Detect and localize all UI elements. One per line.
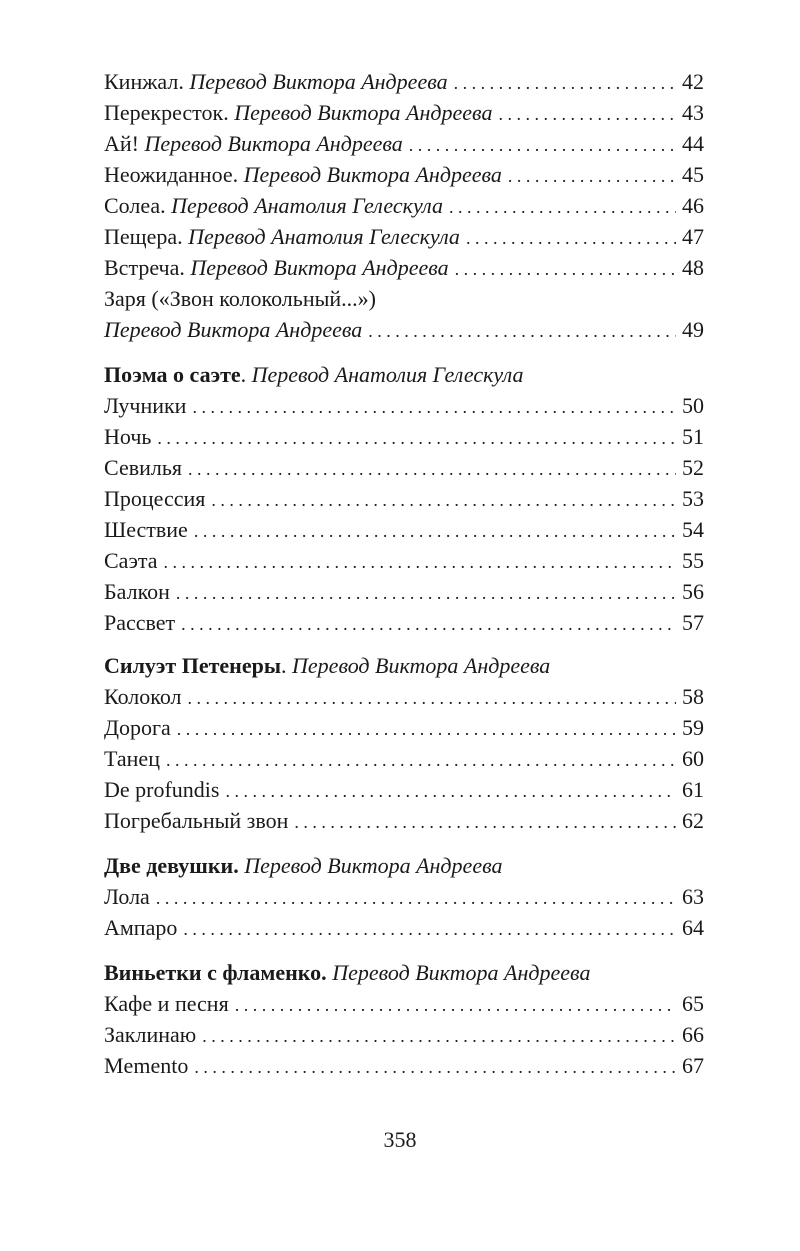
leader-dots: [294, 807, 676, 838]
entry-title: Балкон: [104, 579, 170, 604]
entry-title: Саэта: [104, 548, 158, 573]
toc-entry: [104, 1050, 704, 1081]
entry-title: De profundis: [104, 777, 220, 802]
toc-entry: [104, 881, 704, 912]
entry-title: Memento: [104, 1053, 189, 1078]
leader-dots: [188, 683, 676, 714]
entry-page-number: 46: [682, 193, 704, 218]
entry-title: Колокол: [104, 684, 182, 709]
entry-page-number: 49: [682, 317, 704, 342]
toc-entry: [104, 545, 704, 576]
section-heading: [104, 359, 704, 390]
leader-dots: [225, 776, 676, 807]
leader-dots: [194, 516, 676, 547]
section-title: Силуэт Петенеры: [104, 653, 282, 678]
toc-entry: [104, 743, 704, 774]
entry-title: Кафе и песня: [104, 991, 229, 1016]
toc-entry: [104, 607, 704, 638]
entry-title: Неожиданное.: [104, 162, 239, 187]
leader-dots: [176, 578, 676, 609]
section-translator: Перевод Виктора Андреева: [292, 653, 551, 678]
leader-dots: [156, 883, 676, 914]
toc-entry: [104, 314, 704, 345]
leader-dots: [368, 316, 676, 347]
toc-entry: [104, 805, 704, 836]
entry-title: Перекресток.: [104, 100, 229, 125]
entry-page-number: 65: [682, 991, 704, 1016]
toc-entry: [104, 681, 704, 712]
toc-entry: [104, 514, 704, 545]
entry-title: Дорога: [104, 715, 171, 740]
section-heading: [104, 957, 704, 988]
leader-dots: [181, 609, 676, 640]
entry-translator: Перевод Виктора Андреева: [234, 100, 493, 125]
entry-translator: Перевод Виктора Андреева: [190, 255, 449, 280]
toc-entry: [104, 159, 704, 190]
leader-dots: [194, 1052, 676, 1083]
leader-dots: [188, 454, 676, 485]
toc-entry: [104, 66, 704, 97]
toc-entry: [104, 97, 704, 128]
entry-translator: Перевод Виктора Андреева: [104, 317, 363, 342]
leader-dots: [454, 68, 676, 99]
toc-entry: [104, 252, 704, 283]
leader-dots: [166, 745, 676, 776]
toc-entry: [104, 576, 704, 607]
entry-title: Солеа.: [104, 193, 166, 218]
leader-dots: [498, 99, 676, 130]
entry-page-number: 51: [682, 424, 704, 449]
entry-page-number: 54: [682, 517, 704, 542]
toc-entry: [104, 190, 704, 221]
toc-entry: [104, 221, 704, 252]
entry-translator: Перевод Виктора Андреева: [189, 69, 448, 94]
entry-title: Севилья: [104, 455, 182, 480]
entry-translator: Перевод Виктора Андреева: [144, 131, 403, 156]
entry-title: Кинжал.: [104, 69, 184, 94]
entry-title: Ампаро: [104, 915, 178, 940]
entry-page-number: 55: [682, 548, 704, 573]
entry-page-number: 48: [682, 255, 704, 280]
toc-entry: [104, 912, 704, 943]
entry-title: Рассвет: [104, 610, 176, 635]
toc-entry: [104, 1019, 704, 1050]
entry-page-number: 45: [682, 162, 704, 187]
entry-page-number: 56: [682, 579, 704, 604]
section-heading: [104, 650, 704, 681]
entry-page-number: 44: [682, 131, 704, 156]
toc-entry: [104, 483, 704, 514]
toc-entry: [104, 421, 704, 452]
leader-dots: [202, 1021, 676, 1052]
toc-entry: [104, 452, 704, 483]
toc-entry: [104, 988, 704, 1019]
entry-page-number: 62: [682, 808, 704, 833]
entry-page-number: 43: [682, 100, 704, 125]
table-of-contents: [104, 66, 704, 1081]
entry-title: Пещера.: [104, 224, 183, 249]
entry-title: Погребальный звон: [104, 808, 289, 833]
leader-dots: [164, 547, 676, 578]
section-heading-separator: .: [281, 653, 287, 678]
entry-page-number: 58: [682, 684, 704, 709]
leader-dots: [508, 161, 676, 192]
entry-title: Заклинаю: [104, 1022, 197, 1047]
leader-dots: [235, 990, 676, 1021]
section-title: Поэма о саэте: [104, 362, 241, 387]
entry-translator: Перевод Виктора Андреева: [243, 162, 502, 187]
section-heading-separator: .: [240, 362, 247, 387]
leader-dots: [157, 423, 676, 454]
entry-title: Заря («Звон колокольный...»): [104, 286, 376, 311]
entry-page-number: 63: [682, 884, 704, 909]
entry-title: Ай!: [104, 131, 139, 156]
section-heading: [104, 850, 704, 881]
entry-page-number: 67: [682, 1053, 704, 1078]
toc-entry: [104, 712, 704, 743]
leader-dots: [183, 914, 676, 945]
leader-dots: [409, 130, 676, 161]
page-number: 358: [383, 1127, 417, 1152]
entry-page-number: 60: [682, 746, 704, 771]
entry-page-number: 42: [682, 69, 704, 94]
entry-page-number: 57: [682, 610, 704, 635]
entry-page-number: 50: [682, 393, 704, 418]
toc-entry: [104, 774, 704, 805]
entry-title: Ночь: [104, 424, 152, 449]
entry-title: Лола: [104, 884, 150, 909]
section-title: Две девушки.: [104, 853, 239, 878]
leader-dots: [192, 392, 676, 423]
entry-title: Лучники: [104, 393, 187, 418]
entry-page-number: 53: [682, 486, 704, 511]
entry-title: Танец: [104, 746, 160, 771]
entry-page-number: 52: [682, 455, 704, 480]
entry-title: Встреча.: [104, 255, 185, 280]
leader-dots: [177, 714, 676, 745]
leader-dots: [211, 485, 676, 516]
entry-page-number: 66: [682, 1022, 704, 1047]
entry-page-number: 61: [682, 777, 704, 802]
toc-entry: [104, 390, 704, 421]
entry-page-number: 59: [682, 715, 704, 740]
leader-dots: [455, 254, 676, 285]
entry-translator: Перевод Анатолия Гелескула: [188, 224, 460, 249]
section-translator: Перевод Виктора Андреева: [332, 960, 591, 985]
leader-dots: [449, 192, 676, 223]
toc-entry: [104, 128, 704, 159]
entry-translator: Перевод Анатолия Гелескула: [171, 193, 443, 218]
section-translator: Перевод Анатолия Гелескула: [251, 362, 524, 387]
entry-page-number: 64: [682, 915, 704, 940]
entry-title: Шествие: [104, 517, 188, 542]
section-title: Виньетки с фламенко.: [104, 960, 327, 985]
entry-title: Процессия: [104, 486, 206, 511]
leader-dots: [466, 223, 676, 254]
section-translator: Перевод Виктора Андреева: [244, 853, 503, 878]
entry-page-number: 47: [682, 224, 704, 249]
